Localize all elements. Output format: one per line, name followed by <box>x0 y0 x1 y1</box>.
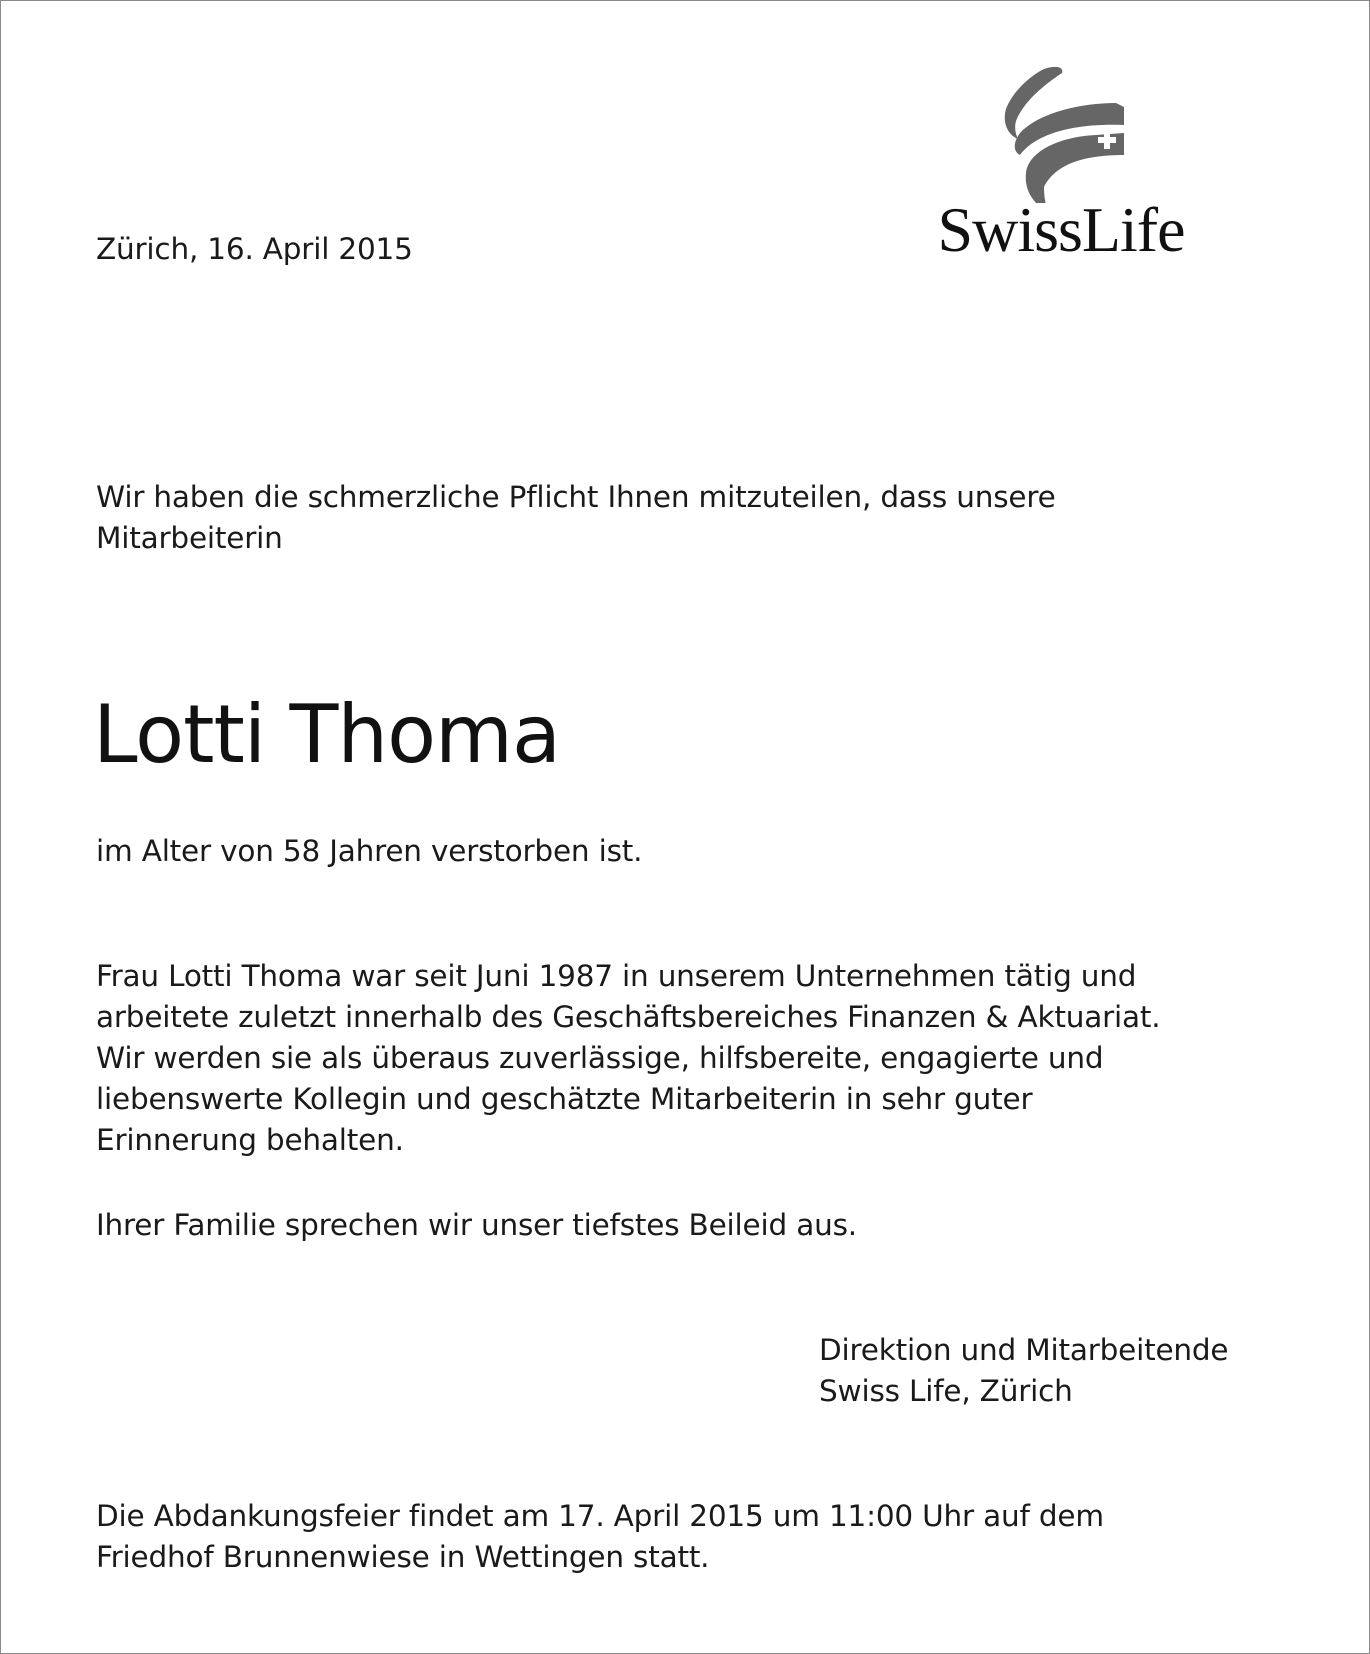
text-line: Mitarbeiterin <box>96 521 283 555</box>
text-line: Wir haben die schmerzliche Pflicht Ihnen mitzuteilen, dass unsere <box>96 480 1056 514</box>
date-line: Zürich, 16. April 2015 <box>96 232 413 266</box>
ceremony-paragraph <box>96 1496 1104 1578</box>
intro-paragraph <box>96 477 1056 559</box>
text-line: Frau Lotti Thoma war seit Juni 1987 in unserem Unternehmen tätig und <box>96 959 1137 993</box>
condolence-line: Ihrer Familie sprechen wir unser tiefstes Beileid aus. <box>96 1208 857 1242</box>
text-line: Friedhof Brunnenwiese in Wettingen statt. <box>96 1540 710 1574</box>
signature <box>819 1330 1228 1412</box>
body-paragraph <box>96 956 1160 1161</box>
text-line: liebenswerte Kollegin und geschätzte Mitarbeiterin in sehr guter <box>96 1082 1033 1116</box>
text-line: Erinnerung behalten. <box>96 1123 404 1157</box>
text-line: Wir werden sie als überaus zuverlässige, hilfsbereite, engagierte und <box>96 1041 1104 1075</box>
text-line: Die Abdankungsfeier findet am 17. April 2015 um 11:00 Uhr auf dem <box>96 1499 1104 1533</box>
brand-wordmark: SwissLife <box>937 194 1185 265</box>
swisslife-logo <box>916 63 1206 273</box>
text-line: arbeitete zuletzt innerhalb des Geschäftsbereiches Finanzen & Aktuariat. <box>96 1000 1161 1034</box>
age-line: im Alter von 58 Jahren verstorben ist. <box>96 834 643 868</box>
deceased-name: Lotti Thoma <box>93 688 560 781</box>
text-line: Swiss Life, Zürich <box>819 1374 1073 1408</box>
swisslife-flag-icon <box>916 63 1206 203</box>
text-line: Direktion und Mitarbeitende <box>819 1333 1229 1367</box>
